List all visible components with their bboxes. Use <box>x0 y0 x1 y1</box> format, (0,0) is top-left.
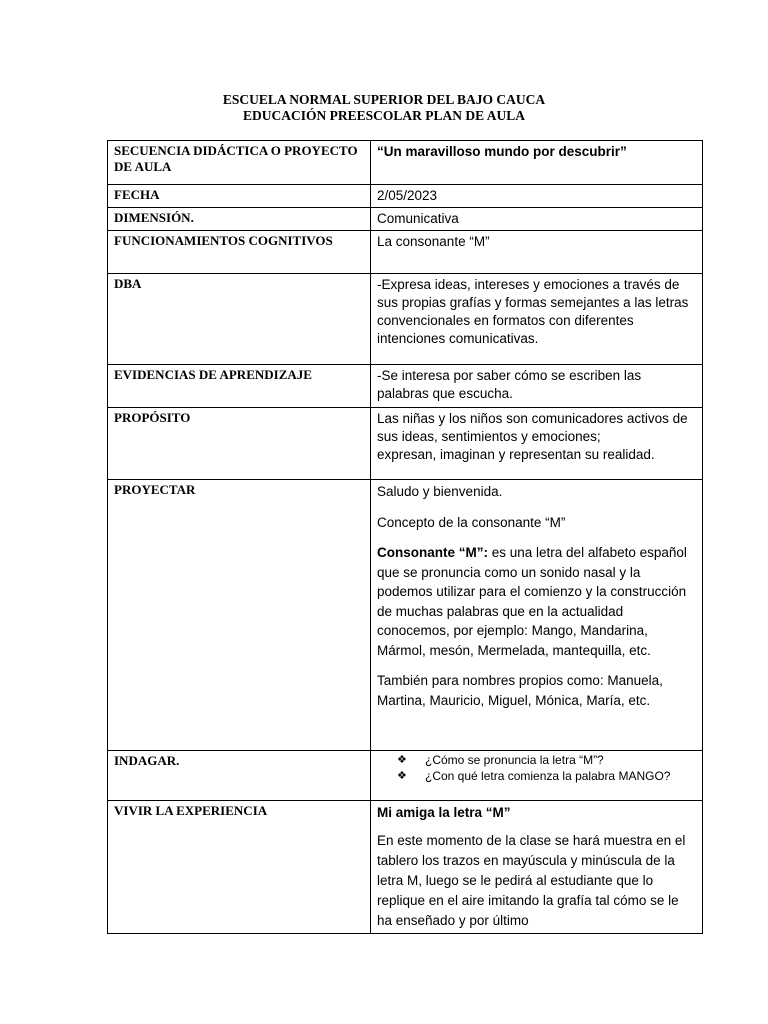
table-row <box>108 408 703 480</box>
evidence-value: -Se interesa por saber cómo se escriben las palabras que escucha. <box>371 365 703 408</box>
purpose-text-2: expresan, imaginan y representan su realidad. <box>377 447 655 462</box>
table-row <box>108 751 703 801</box>
table-row <box>108 141 703 185</box>
row-label: SECUENCIA DIDÁCTICA O PROYECTO DE AULA <box>108 141 371 185</box>
proper-names-text: También para nombres propios como: Manuela, Martina, Mauricio, Miguel, Mónica, María, etc. <box>377 673 663 708</box>
diamond-bullet-icon: ❖ <box>397 754 407 766</box>
lesson-plan-table <box>107 140 703 934</box>
row-label: INDAGAR. <box>108 751 371 801</box>
row-label: FUNCIONAMIENTOS COGNITIVOS <box>108 231 371 274</box>
row-label: FECHA <box>108 185 371 208</box>
row-label: VIVIR LA EXPERIENCIA <box>108 801 371 934</box>
table-row <box>108 208 703 231</box>
inquiry-content <box>371 751 703 801</box>
experience-text: En este momento de la clase se hará muestra en el tablero los trazos en mayúscula y minúscula de la letra M, luego se le pedirá al estudiante que lo replique en el aire imitando la grafía tal cómo se le ha enseñado y por último <box>377 833 686 928</box>
purpose-text-1: Las niñas y los niños son comunicadores activos de sus ideas, sentimientos y emociones; <box>377 411 688 444</box>
project-content <box>371 480 703 751</box>
program-title: EDUCACIÓN PREESCOLAR PLAN DE AULA <box>242 108 526 123</box>
row-label: PROPÓSITO <box>108 408 371 480</box>
definition-term: Consonante “M”: <box>377 545 488 560</box>
school-name: ESCUELA NORMAL SUPERIOR DEL BAJO CAUCA <box>222 92 546 107</box>
dba-value: -Expresa ideas, intereses y emociones a través de sus propias grafías y formas semejantes a las letras convencionales en formatos con diferentes intenciones comunicativas. <box>371 274 703 365</box>
consonant-definition <box>377 543 696 660</box>
concept-title: Concepto de la consonante “M” <box>377 514 566 530</box>
table-row <box>108 231 703 274</box>
experience-title: Mi amiga la letra “M” <box>377 805 511 820</box>
table-row <box>108 480 703 751</box>
table-row <box>108 801 703 934</box>
inquiry-list <box>377 752 696 784</box>
greeting-text: Saludo y bienvenida. <box>377 484 503 499</box>
purpose-value <box>371 408 703 480</box>
table-row <box>108 365 703 408</box>
row-label: DBA <box>108 274 371 365</box>
list-item: ❖ ¿Cómo se pronuncia la letra “M”? <box>397 753 604 767</box>
row-label: DIMENSIÓN. <box>108 208 371 231</box>
table-row <box>108 185 703 208</box>
row-label: PROYECTAR <box>108 480 371 751</box>
document-header <box>0 92 768 124</box>
diamond-bullet-icon: ❖ <box>397 770 407 782</box>
date-value: 2/05/2023 <box>371 185 703 208</box>
cognitive-value: La consonante “M” <box>371 231 703 274</box>
definition-text: es una letra del alfabeto español que se pronuncia como un sonido nasal y la podemos utilizar para el comienzo y la construcción de muchas palabras que en la actualidad conocemos, por ejemplo: Mango, Mandarina, Mármol, mesón, Mermelada, mantequilla, etc. <box>377 545 687 658</box>
list-item: ❖ ¿Con qué letra comienza la palabra MANGO? <box>397 769 671 783</box>
dimension-value: Comunicativa <box>371 208 703 231</box>
table-row <box>108 274 703 365</box>
row-label: EVIDENCIAS DE APRENDIZAJE <box>108 365 371 408</box>
experience-content <box>371 801 703 934</box>
project-title: “Un maravilloso mundo por descubrir” <box>371 141 703 185</box>
